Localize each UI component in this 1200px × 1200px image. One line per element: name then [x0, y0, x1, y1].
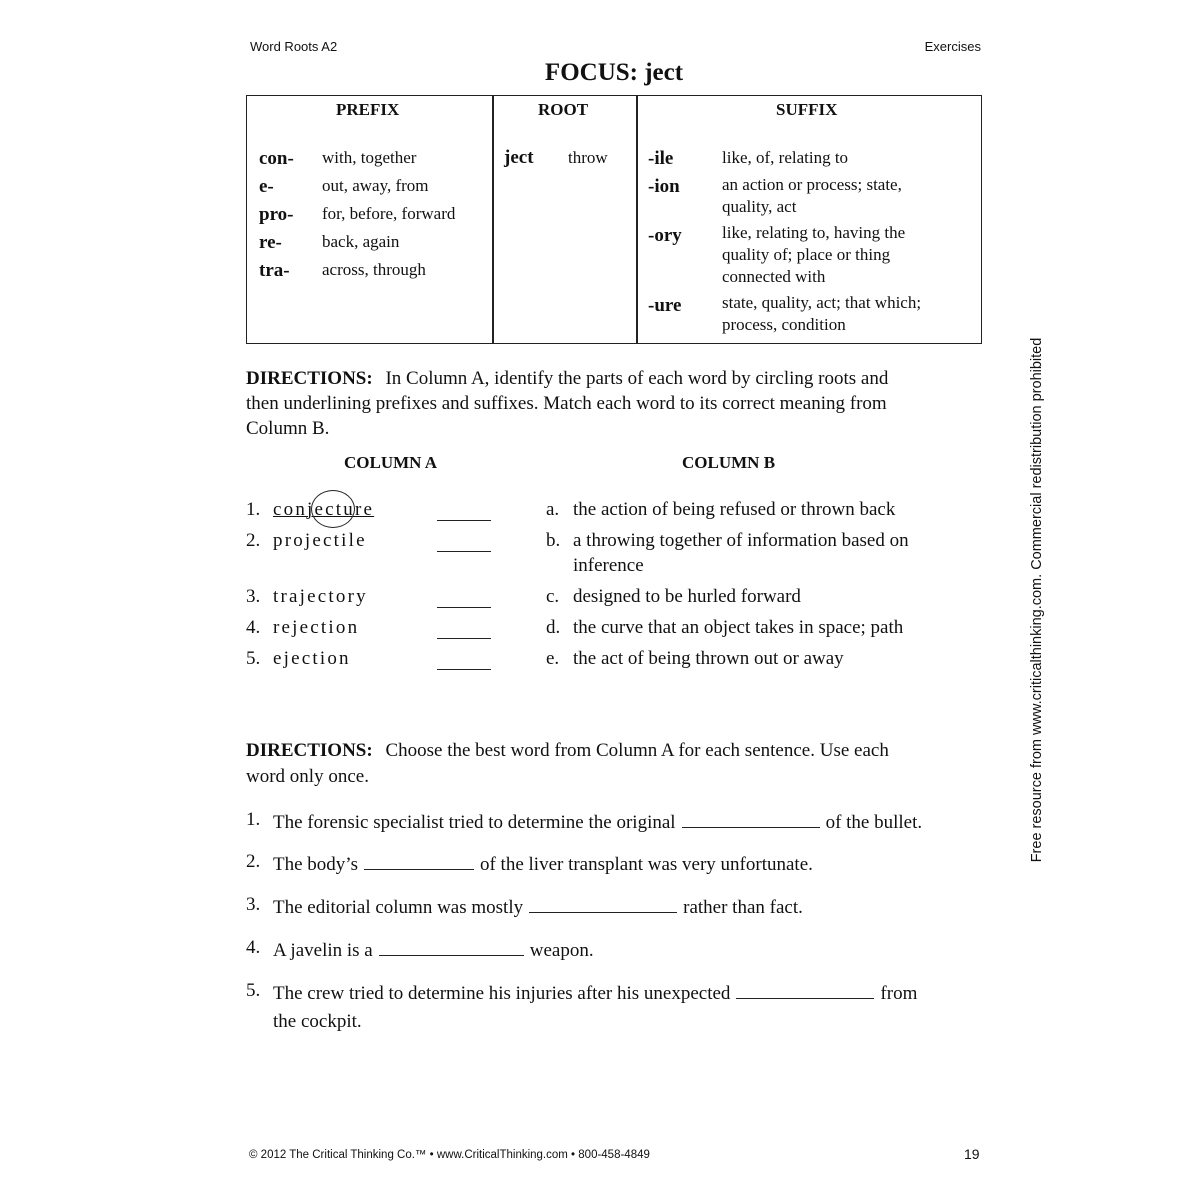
sentence-continuation: the cockpit. [273, 1011, 362, 1032]
sentence-text-after: of the bullet. [825, 812, 923, 833]
column-b-letter: a. [546, 499, 560, 520]
side-note: Free resource from www.criticalthinking.com. Commercial redistribution prohibited [1029, 337, 1045, 863]
column-a-number: 5. [246, 648, 261, 669]
column-b-meaning: the act of being thrown out or away [573, 648, 844, 669]
directions-line [246, 368, 888, 390]
column-b-letter: b. [546, 530, 561, 551]
prefix-part: tra- [259, 260, 290, 281]
directions-text: Choose the best word from Column A for each sentence. Use each [385, 740, 889, 761]
answer-blank[interactable] [437, 499, 491, 521]
sentence [273, 937, 594, 962]
page-title: FOCUS: ject [544, 59, 684, 86]
sentence-number: 4. [246, 937, 261, 958]
prefix-meaning: with, together [322, 148, 417, 167]
column-a-number: 1. [246, 499, 261, 520]
sentence-text-after: weapon. [529, 940, 594, 961]
column-b-meaning: the action of being refused or thrown back [573, 499, 896, 520]
column-b-letter: d. [546, 617, 561, 638]
prefix-part: con- [259, 148, 294, 169]
column-a-word: conjecture [273, 499, 375, 520]
footer-copyright: © 2012 The Critical Thinking Co.™ • www.CriticalThinking.com • 800-458-4849 [249, 1149, 650, 1161]
sentence-text-before: The crew tried to determine his injuries after his unexpected [273, 983, 731, 1004]
directions-text: Column B. [246, 418, 330, 439]
column-b-letter: c. [546, 586, 560, 607]
suffix-meaning: state, quality, act; that which; [722, 293, 922, 312]
sentence-text-before: The body’s [273, 854, 358, 875]
sentence [273, 980, 917, 1005]
prefix-meaning: out, away, from [322, 176, 429, 195]
fill-in-blank[interactable] [736, 980, 874, 999]
suffix-meaning: like, relating to, having the [722, 223, 906, 242]
suffix-meaning: quality, act [722, 197, 797, 216]
sentence-number: 3. [246, 894, 261, 915]
directions-label: DIRECTIONS: [246, 740, 373, 761]
answer-blank[interactable] [437, 530, 491, 552]
suffix-header: SUFFIX [776, 100, 838, 119]
sentence-text-before: The forensic specialist tried to determine the original [273, 812, 676, 833]
sentence-text-before: A javelin is a [273, 940, 373, 961]
answer-blank[interactable] [437, 586, 491, 608]
suffix-part: -ion [648, 176, 680, 197]
suffix-meaning: like, of, relating to [722, 148, 849, 167]
prefix-part: e- [259, 176, 274, 197]
column-a-word: projectile [273, 530, 367, 551]
column-b-header: COLUMN B [682, 453, 776, 472]
column-b-meaning: the curve that an object takes in space; path [573, 617, 904, 638]
suffix-meaning: an action or process; state, [722, 175, 902, 194]
sentence [273, 851, 813, 876]
fill-in-blank[interactable] [364, 851, 474, 870]
sentence-text-after: of the liver transplant was very unfortunate. [479, 854, 813, 875]
column-a-word: ejection [273, 648, 351, 669]
prefix-header: PREFIX [336, 100, 400, 119]
fill-in-blank[interactable] [682, 809, 820, 828]
sentence-text-after: rather than fact. [683, 897, 803, 918]
column-a-number: 3. [246, 586, 261, 607]
column-a-word: trajectory [273, 586, 368, 607]
column-b-meaning: inference [573, 555, 644, 576]
column-a-word: rejection [273, 617, 360, 638]
column-b-meaning: designed to be hurled forward [573, 586, 801, 607]
root-part: ject [504, 147, 534, 168]
answer-blank[interactable] [437, 648, 491, 670]
directions-line [246, 740, 889, 762]
suffix-part: -ile [648, 148, 674, 169]
header-right: Exercises [924, 39, 981, 54]
prefix-part: re- [259, 232, 282, 253]
sentence-text-before: The editorial column was mostly [273, 897, 524, 918]
root-circle-mark [311, 490, 355, 528]
page-number: 19 [964, 1146, 980, 1162]
column-a-number: 2. [246, 530, 261, 551]
root-header: ROOT [538, 100, 589, 119]
directions-line [246, 393, 887, 415]
sentence [273, 809, 922, 834]
prefix-meaning: for, before, forward [322, 204, 456, 223]
sentence [273, 894, 803, 919]
directions-line [246, 766, 369, 788]
directions-text: In Column A, identify the parts of each word by circling roots and [385, 368, 889, 389]
header-left: Word Roots A2 [250, 39, 338, 54]
suffix-meaning: connected with [722, 267, 826, 286]
column-a-header: COLUMN A [344, 453, 438, 472]
prefix-part: pro- [259, 204, 294, 225]
root-meaning: throw [568, 148, 608, 167]
sentence-number: 2. [246, 851, 261, 872]
column-b-letter: e. [546, 648, 560, 669]
sentence-number: 1. [246, 809, 261, 830]
directions-label: DIRECTIONS: [246, 368, 373, 389]
sentence-number: 5. [246, 980, 261, 1001]
suffix-meaning: quality of; place or thing [722, 245, 891, 264]
directions-text: word only once. [246, 766, 369, 787]
column-a-number: 4. [246, 617, 261, 638]
answer-blank[interactable] [437, 617, 491, 639]
sentence-text-after: from [880, 983, 918, 1004]
directions-line [246, 418, 329, 440]
suffix-meaning: process, condition [722, 315, 846, 334]
suffix-part: -ory [648, 225, 682, 246]
column-b-meaning: a throwing together of information based on [573, 530, 909, 551]
fill-in-blank[interactable] [529, 894, 677, 913]
prefix-meaning: back, again [322, 232, 400, 251]
directions-text: then underlining prefixes and suffixes. Match each word to its correct meaning from [246, 393, 887, 414]
suffix-part: -ure [648, 295, 682, 316]
fill-in-blank[interactable] [379, 937, 524, 956]
prefix-meaning: across, through [322, 260, 426, 279]
